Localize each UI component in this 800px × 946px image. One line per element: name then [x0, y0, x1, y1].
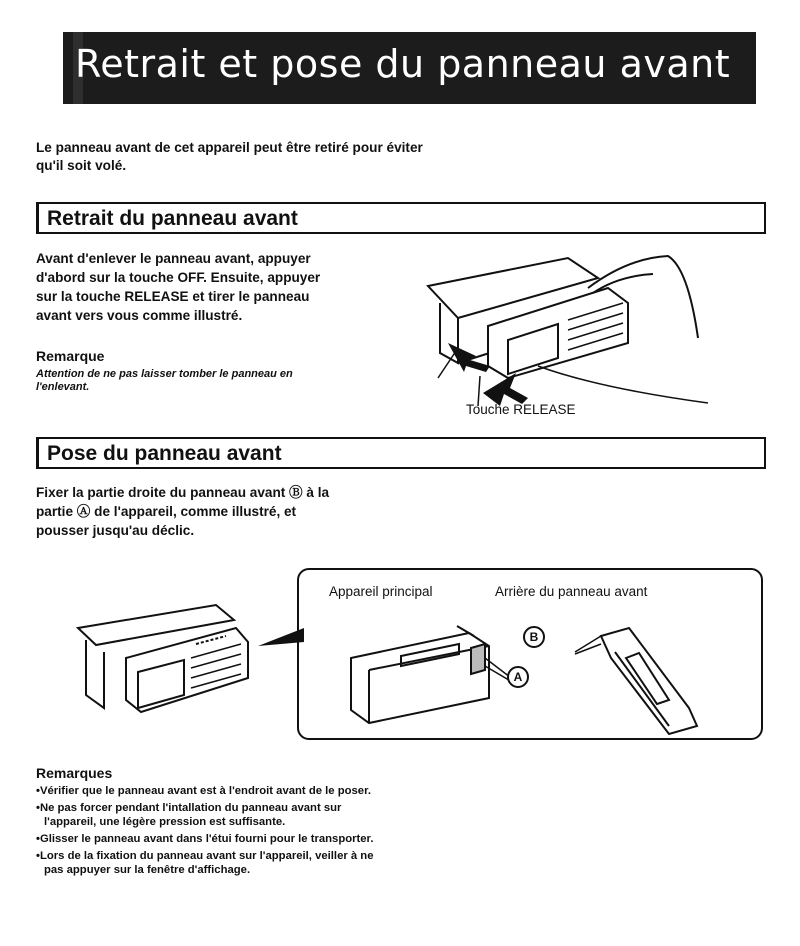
remarks-title: Remarques	[36, 765, 113, 781]
pose-text-line-2: partie Ⓐ de l'appareil, comme illustré, et	[36, 504, 297, 519]
main-unit-label: Appareil principal	[329, 584, 433, 599]
remark-item: •Vérifier que le panneau avant est à l'endroit avant de le poser.	[36, 785, 371, 797]
arrow-icon	[448, 343, 490, 372]
marker-b-icon: B	[523, 626, 545, 648]
retrait-text-line-3: sur la touche RELEASE et tirer le panneau	[36, 289, 310, 304]
intro-line-1: Le panneau avant de cet appareil peut être retiré pour éviter	[36, 140, 423, 155]
retrait-text-line-1: Avant d'enlever le panneau avant, appuyer	[36, 251, 311, 266]
retrait-remark-line-2: l'enlevant.	[36, 381, 90, 393]
section-heading-pose	[36, 437, 766, 469]
release-button-label: Touche RELEASE	[466, 402, 576, 417]
detail-inset	[297, 568, 763, 740]
retrait-text-line-2: d'abord sur la touche OFF. Ensuite, appuyer	[36, 270, 321, 285]
remark-item: •Lors de la fixation du panneau avant sur l'appareil, veiller à ne pas appuyer sur la fenêtre d'affichage.	[36, 850, 374, 876]
section-heading-retrait	[36, 202, 766, 234]
marker-a-icon: A	[507, 666, 529, 688]
section-title-retrait: Retrait du panneau avant	[47, 207, 298, 230]
retrait-text-line-4: avant vers vous comme illustré.	[36, 308, 243, 323]
remarks-list	[36, 784, 386, 880]
retrait-remark-line-1: Attention de ne pas laisser tomber le panneau en	[36, 368, 293, 380]
inset-illustration	[339, 608, 759, 738]
title-bar	[63, 32, 756, 104]
pose-text-line-1: Fixer la partie droite du panneau avant Ⓑ à la	[36, 485, 330, 500]
attach-illustration	[76, 600, 306, 725]
section-title-pose: Pose du panneau avant	[47, 442, 282, 465]
pose-text-line-3: pousser jusqu'au déclic.	[36, 523, 195, 538]
intro-line-2: qu'il soit volé.	[36, 158, 127, 173]
release-illustration	[418, 248, 718, 408]
remark-item: •Glisser le panneau avant dans l'étui fourni pour le transporter.	[36, 833, 374, 845]
remark-item: •Ne pas forcer pendant l'intallation du panneau avant sur l'appareil, une légère pression est suffisante.	[36, 802, 342, 828]
retrait-remark-title: Remarque	[36, 348, 105, 364]
panel-back-label: Arrière du panneau avant	[495, 584, 648, 599]
page-title: Retrait et pose du panneau avant	[75, 42, 731, 86]
